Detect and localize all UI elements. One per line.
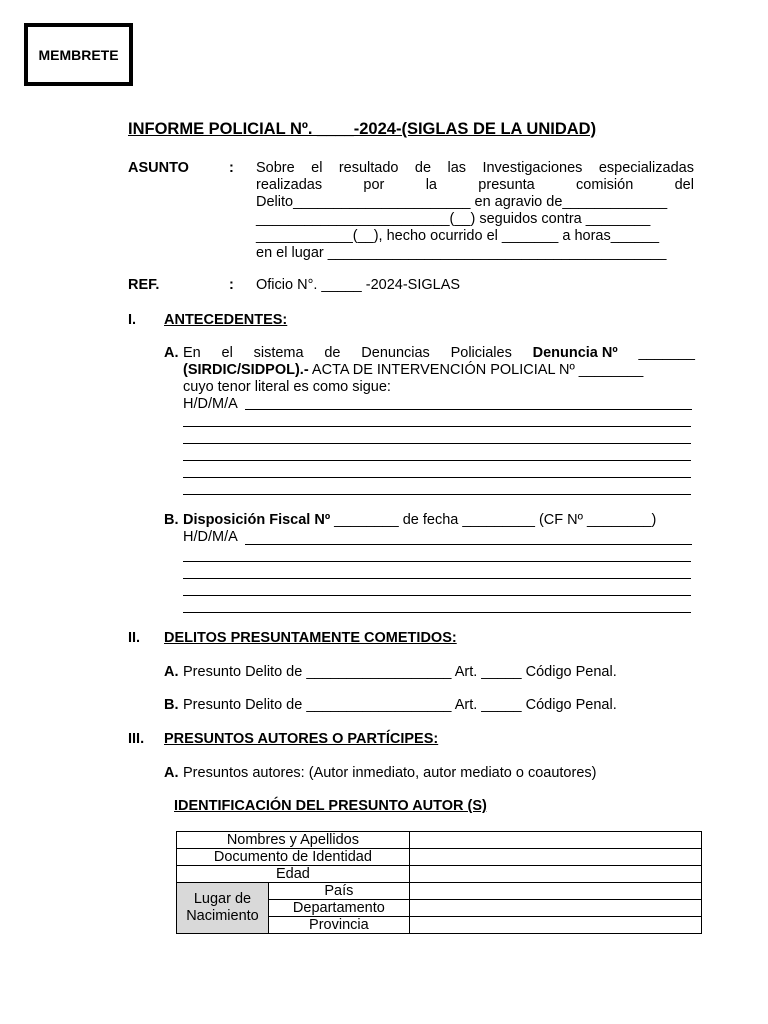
word: del [674,177,694,193]
section-1-number: I. [128,312,137,328]
word: por [363,177,385,193]
value-cell[interactable] [409,917,701,934]
writing-line [183,612,691,613]
letterhead-label: MEMBRETE [38,46,119,63]
asunto-colon: : [229,160,234,176]
section-2-number: II. [128,630,141,646]
table-row [177,832,702,849]
asunto-line-3: Delito______________________ en agravio de_____________ [256,194,668,210]
letterhead-box [24,23,133,86]
item-1a-body [183,345,695,413]
asunto-line-5: ____________(__), hecho ocurrido el _______ a horas______ [256,228,660,244]
word: de [324,345,341,361]
asunto-line-1 [256,160,694,177]
word: el [221,345,233,361]
item-1a-line-3: cuyo tenor literal es como sigue: [183,379,391,395]
value-cell[interactable] [409,866,701,883]
writing-line [183,443,691,444]
report-title: INFORME POLICIAL Nº. ____-2024-(SIGLAS DE LA UNIDAD) [128,120,597,138]
writing-line [183,561,691,562]
table-row [177,883,702,900]
table-row [177,866,702,883]
row-label-edad: Edad [177,866,410,883]
item-1b-letter: B. [164,512,179,528]
section-3-title: PRESUNTOS AUTORES O PARTÍCIPES: [164,731,439,747]
section-2-title: DELITOS PRESUNTAMENTE COMETIDOS: [164,630,457,646]
asunto-line-2 [256,177,694,194]
sirdic-label: (SIRDIC/SIDPOL).- [183,362,309,378]
word: Denuncias [361,345,430,361]
identification-table [176,831,702,934]
item-2a-text: Presunto Delito de __________________ Art. _____ Código Penal. [183,664,617,680]
writing-line [183,477,691,478]
writing-line [183,595,691,596]
item-3a-letter: A. [164,765,179,781]
word: En [183,345,201,361]
row-label-nombres: Nombres y Apellidos [177,832,410,849]
writing-line [183,494,691,495]
word: sistema [253,345,304,361]
item-2a-letter: A. [164,664,179,680]
item-2b-text: Presunto Delito de __________________ Art. _____ Código Penal. [183,697,617,713]
row-label-provincia: Provincia [268,917,409,934]
asunto-body [256,160,694,262]
writing-line [183,578,691,579]
word: Sobre [256,160,295,176]
word: Policiales [450,345,512,361]
asunto-label: ASUNTO [128,160,189,176]
item-1a-letter: A. [164,345,179,361]
word: presunta [478,177,535,193]
writing-line [183,460,691,461]
identification-title: IDENTIFICACIÓN DEL PRESUNTO AUTOR (S) [174,798,487,814]
value-cell[interactable] [409,849,701,866]
writing-line [245,544,692,545]
row-label-documento: Documento de Identidad [177,849,410,866]
birthplace-label [177,883,269,934]
disposicion-text: ________ de fecha _________ (CF Nº ________) [330,512,657,528]
item-1b-hdma: H/D/M/A [183,529,238,545]
word: Investigaciones [482,160,583,176]
row-label-departamento: Departamento [268,900,409,917]
item-1b-line-1 [183,512,656,529]
word: comisión [576,177,634,193]
row-label-pais: País [268,883,409,900]
item-1a-line-1 [183,345,695,362]
item-1a-hdma: H/D/M/A [183,396,238,412]
asunto-line-4: ________________________(__) seguidos contra ________ [256,211,651,227]
ref-colon: : [229,277,234,293]
item-1a-line-2 [183,362,695,379]
writing-line [245,409,692,410]
value-cell[interactable] [409,883,701,900]
table-row [177,849,702,866]
word: especializadas [598,160,694,176]
birthplace-label-line-2: Nacimiento [186,908,259,924]
item-3a-text: Presuntos autores: (Autor inmediato, autor mediato o coautores) [183,765,597,781]
item-2b-letter: B. [164,697,179,713]
value-cell[interactable] [409,832,701,849]
word: el [311,160,323,176]
word: resultado [338,160,399,176]
word: las [447,160,467,176]
ref-label: REF. [128,277,160,293]
section-1-title: ANTECEDENTES: [164,312,288,328]
blank: _______ [638,345,695,361]
value-cell[interactable] [409,900,701,917]
writing-line [183,426,691,427]
word: realizadas [256,177,323,193]
word: la [425,177,437,193]
denuncia-label: Denuncia Nº [532,345,618,361]
acta-text: ACTA DE INTERVENCIÓN POLICIAL Nº ________ [308,362,644,378]
ref-text: Oficio N°. _____ -2024-SIGLAS [256,277,461,293]
section-3-number: III. [128,731,145,747]
asunto-line-6: en el lugar __________________________________________ [256,245,667,261]
disposicion-label: Disposición Fiscal Nº [183,512,331,528]
word: de [414,160,432,176]
birthplace-label-line-1: Lugar de [193,891,252,907]
